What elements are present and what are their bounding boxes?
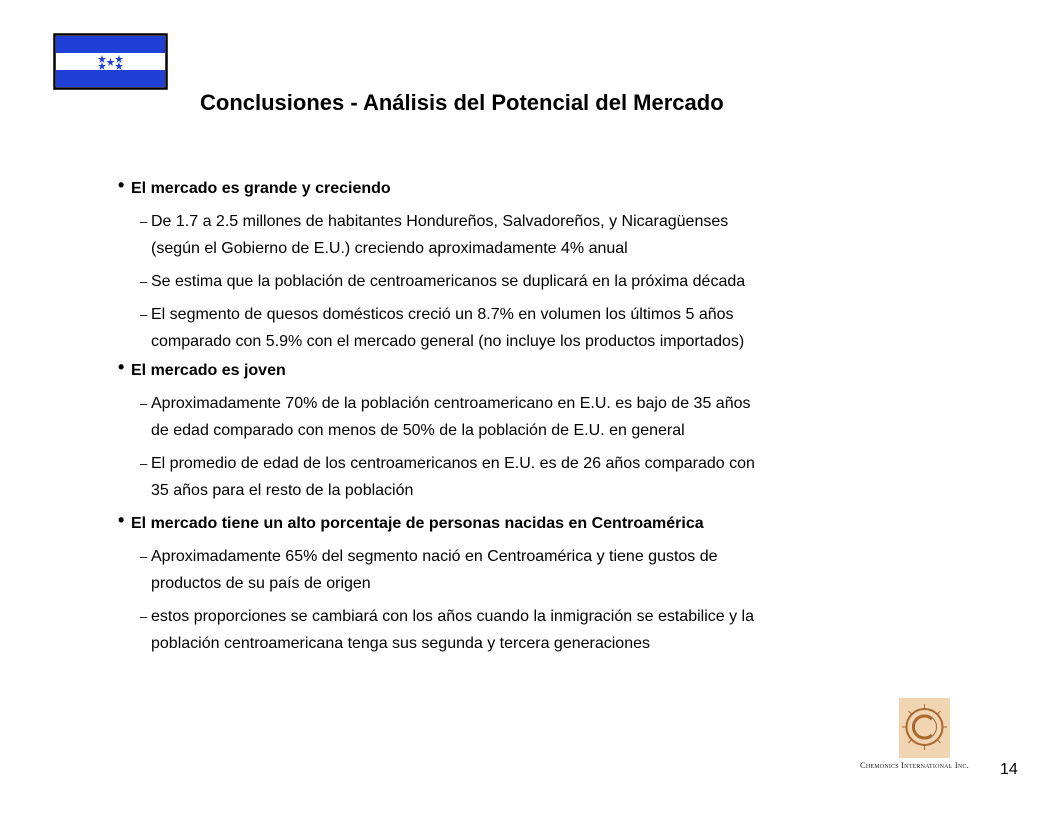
section-young-market: [118, 357, 968, 504]
bullet-icon: •: [118, 175, 125, 195]
list-item: – Aproximadamente 65% del segmento nació en Centroamérica y tiene gustos de productos de su país de origen: [118, 543, 968, 597]
list-item: – El segmento de quesos domésticos creció un 8.7% en volumen los últimos 5 años comparado con 5.9% con el mercado general (no incluye los productos importados): [118, 301, 968, 355]
bullet-icon: •: [118, 510, 125, 530]
list-item: – estos proporciones se cambiará con los años cuando la inmigración se estabilice y la población centroamericana tenga sus segunda y tercera generaciones: [118, 603, 968, 657]
dash-icon: –: [140, 214, 148, 229]
page-number: 14: [1000, 761, 1018, 778]
bullet-icon: •: [118, 357, 125, 377]
list-item: – Se estima que la población de centroamericanos se duplicará en la próxima década: [118, 268, 968, 295]
bullet-heading: • El mercado tiene un alto porcentaje de personas nacidas en Centroamérica: [118, 510, 968, 537]
page-title: Conclusiones - Análisis del Potencial del Mercado: [200, 90, 724, 115]
list-item: – El promedio de edad de los centroamericanos en E.U. es de 26 años comparado con 35 años para el resto de la población: [118, 450, 968, 504]
dash-icon: –: [140, 396, 148, 411]
section-market-size: [118, 175, 968, 355]
dash-icon: –: [140, 307, 148, 322]
dash-icon: –: [140, 274, 148, 289]
list-item: – Aproximadamente 70% de la población centroamericano en E.U. es bajo de 35 años de edad comparado con menos de 50% de la población de E.U. en general: [118, 390, 968, 444]
list-item: – De 1.7 a 2.5 millones de habitantes Hondureños, Salvadoreños, y Nicaragüenses (según el Gobierno de E.U.) creciendo aproximadamente 4% anual: [118, 208, 968, 262]
section-born-central-america: [118, 510, 968, 657]
bullet-heading: • El mercado es grande y creciendo: [118, 175, 968, 202]
content-body: [118, 175, 968, 657]
honduras-flag-icon: [53, 33, 168, 90]
bullet-heading: • El mercado es joven: [118, 357, 968, 384]
company-name: Chemonics International Inc.: [860, 760, 969, 770]
dash-icon: –: [140, 609, 148, 624]
dash-icon: –: [140, 456, 148, 471]
company-logo-icon: [899, 698, 950, 758]
dash-icon: –: [140, 549, 148, 564]
